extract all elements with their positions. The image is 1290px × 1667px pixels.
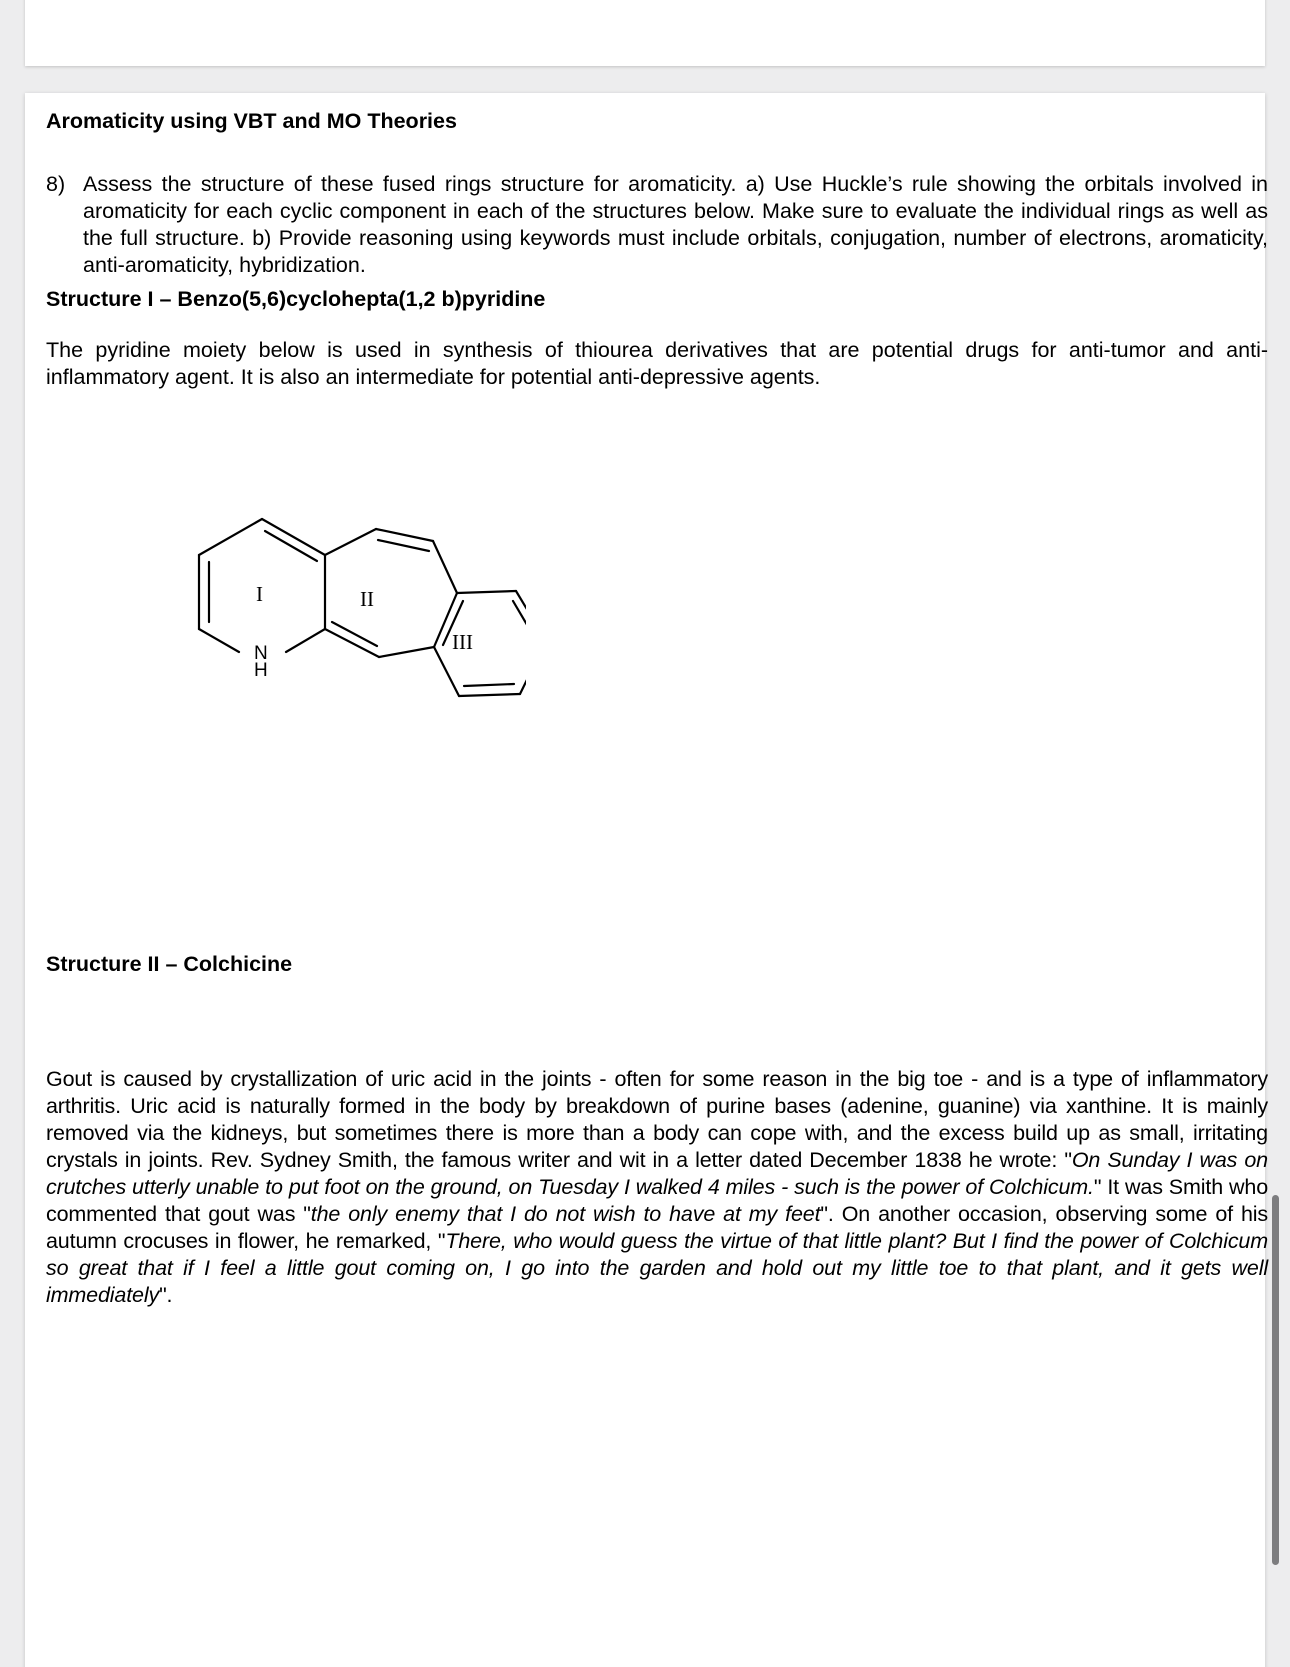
molecule-labels	[256, 582, 473, 654]
quote-little-plant: There, who would guess the virtue of that little plant? But I find the power of Colchicum so great that if I feel a little gout coming on, I go into the garden and hold out my little toe to that plant, and it gets well immediately	[46, 1229, 1268, 1307]
bond-ring3-lower-right	[520, 641, 526, 694]
bond-ring2-upper-right	[433, 541, 457, 593]
bond-ring3-upper-right-inner	[513, 601, 526, 640]
gout-end-text: ".	[159, 1283, 173, 1307]
vertical-scrollbar-thumb[interactable]	[1272, 1195, 1279, 1565]
gout-mid-text-2: ". On another occasion, observing some of his autumn crocuses in flower, he remarked, "	[46, 1202, 1269, 1253]
structure-1-title: Structure I – Benzo(5,6)cyclohepta(1,2 b)pyridine	[46, 287, 546, 311]
bond-ring3-left	[434, 647, 459, 696]
bond-ring2-top	[376, 529, 433, 541]
bond-n-c	[199, 629, 239, 652]
bond-ring3-bottom	[459, 694, 520, 696]
bond-ring1-top-right	[262, 519, 325, 555]
gout-mid-text-1: " It was Smith who commented that gout was "	[46, 1175, 1269, 1226]
bond-ring3-top	[457, 591, 516, 593]
bond-ring2-bottom	[379, 647, 434, 657]
ring-label-1: I	[256, 582, 263, 606]
atom-nitrogen: N	[254, 643, 268, 664]
bond-ring3-bottom-inner	[464, 684, 514, 686]
bond-ring2-upper-left	[325, 529, 376, 555]
gout-intro-text: Gout is caused by crystallization of uric acid in the joints - often for some reason in the big toe - and is a type of inflammatory arthritis. Uric acid is naturally formed in the body by breakdown of purine bases (adenine, guanine) via xanthine. It is mainly removed via the kidneys, but sometimes there is more than a body can cope with, and the excess build up as small, irritating crystals in joints. Rev. Sydney Smith, the famous writer and wit in a letter dated December 1838 he wrote: "	[46, 1067, 1268, 1172]
ring-label-3: III	[452, 630, 473, 654]
benzocycloheptapyridine-structure	[146, 448, 526, 738]
bond-ring1-top-left	[199, 519, 262, 555]
bond-ring2-lower-left-inner	[332, 622, 377, 646]
question-number: 8)	[46, 172, 66, 196]
section-title: Aromaticity using VBT and MO Theories	[46, 109, 457, 133]
bond-ring2-top-inner	[378, 540, 429, 551]
quote-colchicum-power: On Sunday I was on crutches utterly unable to put foot on the ground, on Tuesday I walked 4 miles - such is the power of Colchicum.	[46, 1148, 1268, 1199]
structure-2-title: Structure II – Colchicine	[46, 952, 293, 976]
colchicine-gout-paragraph	[46, 1066, 1268, 1309]
ring-label-2: II	[360, 587, 374, 611]
document-page	[25, 93, 1269, 1667]
question-text: Assess the structure of these fused rings structure for aromaticity. a) Use Huckle’s rule showing the orbitals involved in aromaticity for each cyclic component in each of the structures below. Make sure to evaluate the individual rings as well as the full structure. b) Provide reasoning using keywords must include orbitals, conjugation, number of electrons, aromaticity, anti-aromaticity, hybridization.	[83, 172, 1268, 277]
previous-page	[25, 0, 1265, 66]
bond-c-n	[286, 629, 325, 652]
atom-hydrogen: H	[254, 660, 268, 681]
structure-1-description: The pyridine moiety below is used in synthesis of thiourea derivatives that are potential drugs for anti-tumor and anti-inflammatory agent. It is also an intermediate for potential anti-depressive agents.	[46, 338, 1268, 389]
quote-only-enemy: the only enemy that I do not wish to have at my feet	[310, 1202, 821, 1226]
nh-group	[254, 643, 268, 681]
